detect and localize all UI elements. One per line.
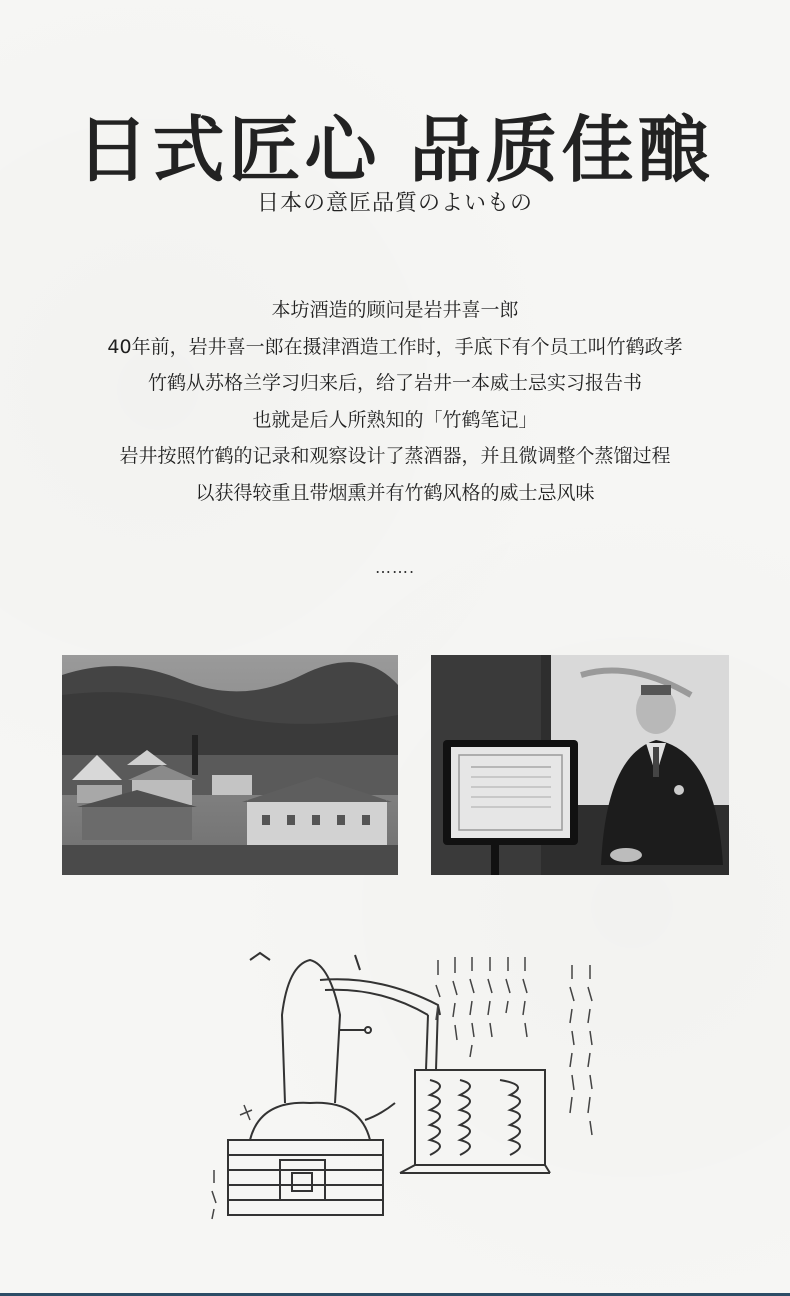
still-sketch-diagram [200, 945, 620, 1225]
story-line: 也就是后人所熟知的「竹鹤笔记」 [252, 408, 538, 431]
story-line: 本坊酒造的顾问是岩井喜一郎 [271, 299, 519, 321]
portrait-with-certificate-photo [431, 655, 729, 875]
story-line: 以获得较重且带烟熏并有竹鹤风格的威士忌风味 [195, 481, 595, 504]
village-photo-illustration [62, 655, 398, 875]
story-line: 岩井按照竹鹤的记录和观察设计了蒸酒器，并且微调整个蒸馏过程 [119, 445, 671, 467]
portrait-photo-illustration [431, 655, 729, 875]
ellipsis-divider: ……. [374, 558, 416, 577]
story-line: 竹鹤从苏格兰学习归来后，给了岩井一本威士忌实习报告书 [147, 372, 642, 394]
distillery-village-photo [62, 655, 398, 875]
story-text [0, 292, 790, 511]
page-title: 日式匠心 品质佳酿 [76, 107, 714, 192]
story-line: 40年前，岩井喜一郎在摄津酒造工作时，手底下有个员工叫竹鹤政孝 [107, 335, 683, 358]
still-diagram-illustration [200, 945, 620, 1225]
page-subtitle: 日本の意匠品質のよいもの [256, 191, 533, 216]
